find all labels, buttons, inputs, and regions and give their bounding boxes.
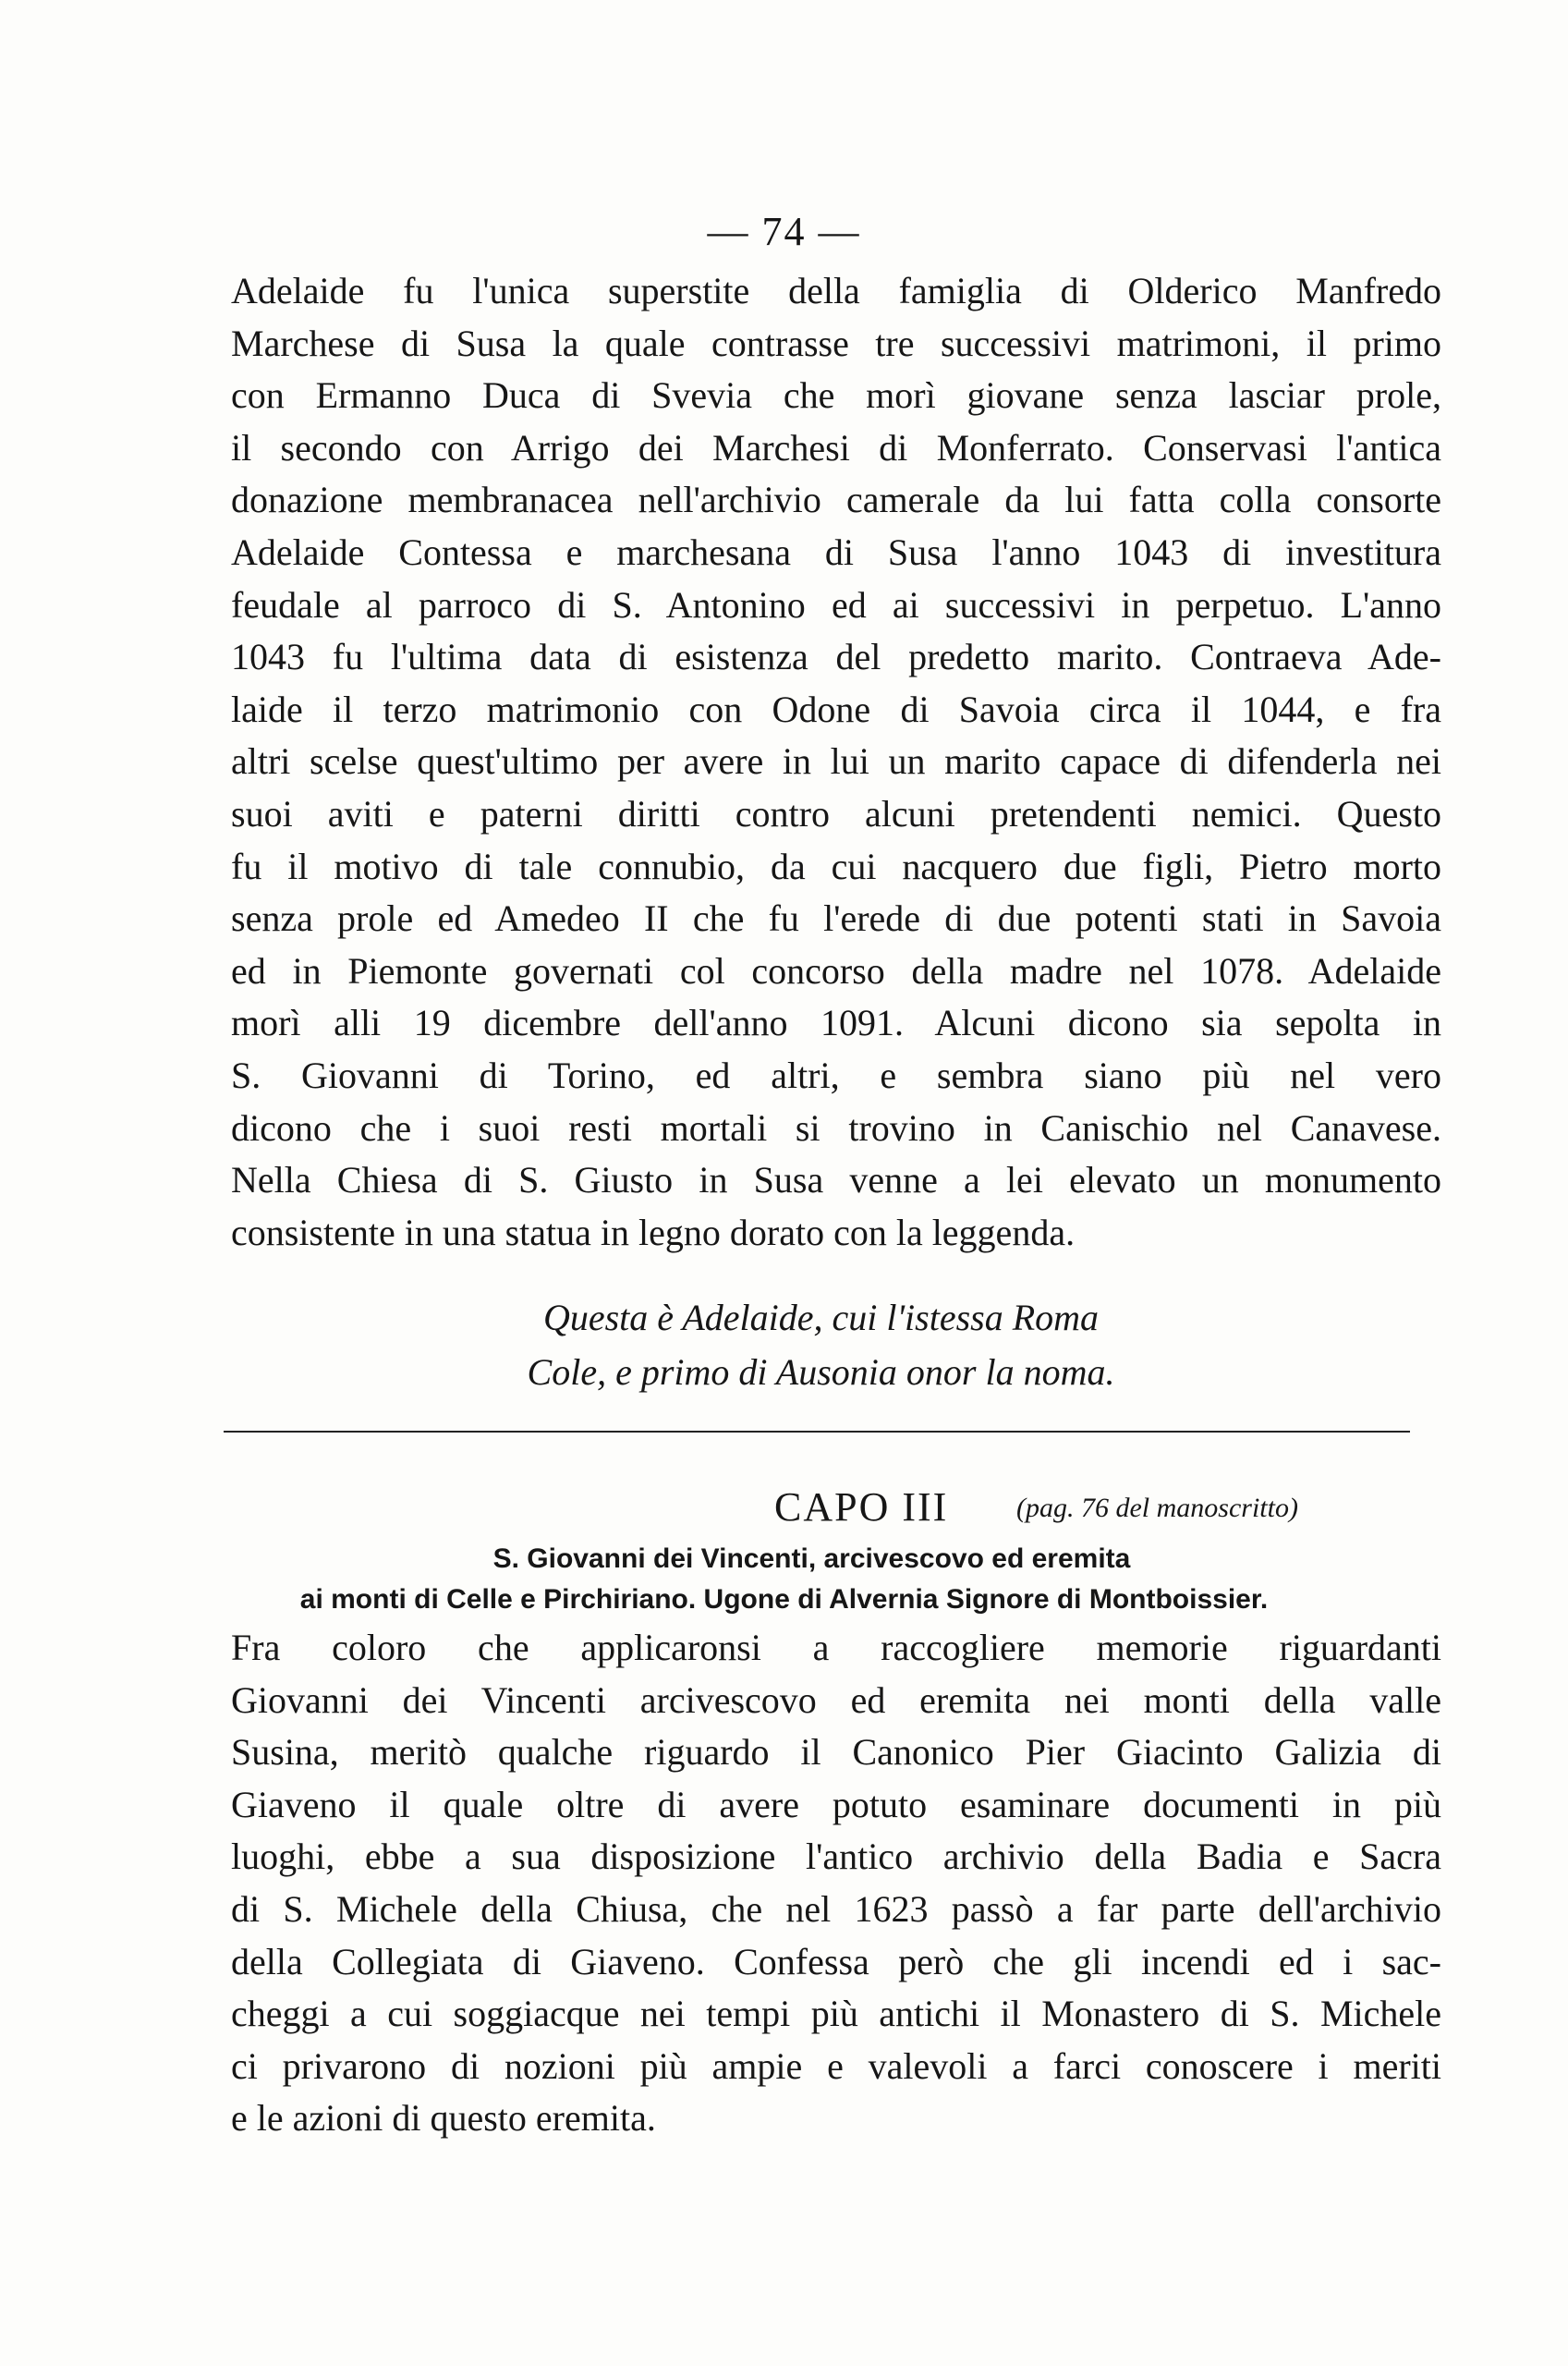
chapter-title: CAPO III <box>774 1484 949 1530</box>
text-line: Giovanni dei Vincenti arcivescovo ed eremita nei monti della valle <box>231 1678 1441 1721</box>
text-line: suoi aviti e paterni diritti contro alcuni pretendenti nemici. Questo <box>231 792 1441 835</box>
text-line: di S. Michele della Chiusa, che nel 1623 passò a far parte dell'archivio <box>231 1887 1441 1930</box>
text-line: dicono che i suoi resti mortali si trovino in Canischio nel Canavese. <box>231 1106 1441 1149</box>
text-line: donazione membranacea nell'archivio camerale da lui fatta colla consorte <box>231 479 1441 521</box>
text-line: laide il terzo matrimonio con Odone di Savoia circa il 1044, e fra <box>231 688 1441 730</box>
text-line: Giaveno il quale oltre di avere potuto esaminare documenti in più <box>231 1783 1441 1825</box>
verse-line-1: Questa è Adelaide, cui l'istessa Roma <box>542 1297 1100 1338</box>
page-number: — 74 — <box>707 209 861 254</box>
text-line: della Collegiata di Giaveno. Confessa però che gli incendi ed i sac- <box>231 1940 1441 1982</box>
text-line: senza prole ed Amedeo II che fu l'erede di due potenti stati in Savoia <box>231 897 1441 940</box>
paragraph-giovanni <box>231 1622 1441 2145</box>
text-line: Adelaide fu l'unica superstite della famiglia di Olderico Manfredo <box>231 270 1441 311</box>
text-line: feudale al parroco di S. Antonino ed ai successivi in perpetuo. L'anno <box>231 583 1441 626</box>
paragraph-adelaide <box>231 265 1441 1259</box>
text-line: con Ermanno Duca di Svevia che morì giovane senza lasciar prole, <box>231 374 1441 417</box>
verse-line-2: Cole, e primo di Ausonia onor la noma. <box>527 1351 1115 1393</box>
chapter-subtitle-1: S. Giovanni dei Vincenti, arcivescovo ed eremita <box>492 1543 1131 1574</box>
text-line: morì alli 19 dicembre dell'anno 1091. Alcuni dicono sia sepolta in <box>231 1002 1441 1044</box>
chapter-heading <box>0 1483 1568 1530</box>
text-line: fu il motivo di tale connubio, da cui nacquero due figli, Pietro morto <box>231 845 1441 887</box>
section-divider <box>224 1431 1410 1433</box>
text-line: Fra coloro che applicaronsi a raccogliere memorie riguardanti <box>231 1627 1441 1668</box>
text-line: il secondo con Arrigo dei Marchesi di Monferrato. Conservasi l'antica <box>231 426 1441 469</box>
text-line: consistente in una statua in legno dorato con la leggenda. <box>231 1211 1076 1253</box>
text-line: 1043 fu l'ultima data di esistenza del predetto marito. Contraeva Ade- <box>231 636 1441 678</box>
chapter-reference: (pag. 76 del manoscritto) <box>1016 1493 1298 1523</box>
text-line: Nella Chiesa di S. Giusto in Susa venne a lei elevato un monumento <box>231 1159 1441 1201</box>
text-line: Susina, meritò qualche riguardo il Canonico Pier Giacinto Galizia di <box>231 1731 1441 1774</box>
text-line: cheggi a cui soggiacque nei tempi più antichi il Monastero di S. Michele <box>231 1993 1441 2035</box>
text-line: S. Giovanni di Torino, ed altri, e sembra siano più nel vero <box>231 1054 1441 1096</box>
text-line: Adelaide Contessa e marchesana di Susa l'anno 1043 di investitura <box>231 531 1441 573</box>
text-line: luoghi, ebbe a sua disposizione l'antico archivio della Badia e Sacra <box>231 1835 1441 1878</box>
text-line: ed in Piemonte governati col concorso della madre nel 1078. Adelaide <box>231 949 1441 992</box>
text-line: altri scelse quest'ultimo per avere in lui un marito capace di difenderla nei <box>231 740 1441 783</box>
chapter-subtitle-2: ai monti di Celle e Pirchiriano. Ugone di Alvernia Signore di Montboissier. <box>299 1584 1269 1615</box>
text-line: Marchese di Susa la quale contrasse tre successivi matrimoni, il primo <box>231 322 1441 364</box>
text-line: ci privarono di nozioni più ampie e valevoli a farci conoscere i meriti <box>231 2044 1441 2087</box>
text-line: e le azioni di questo eremita. <box>231 2097 656 2140</box>
